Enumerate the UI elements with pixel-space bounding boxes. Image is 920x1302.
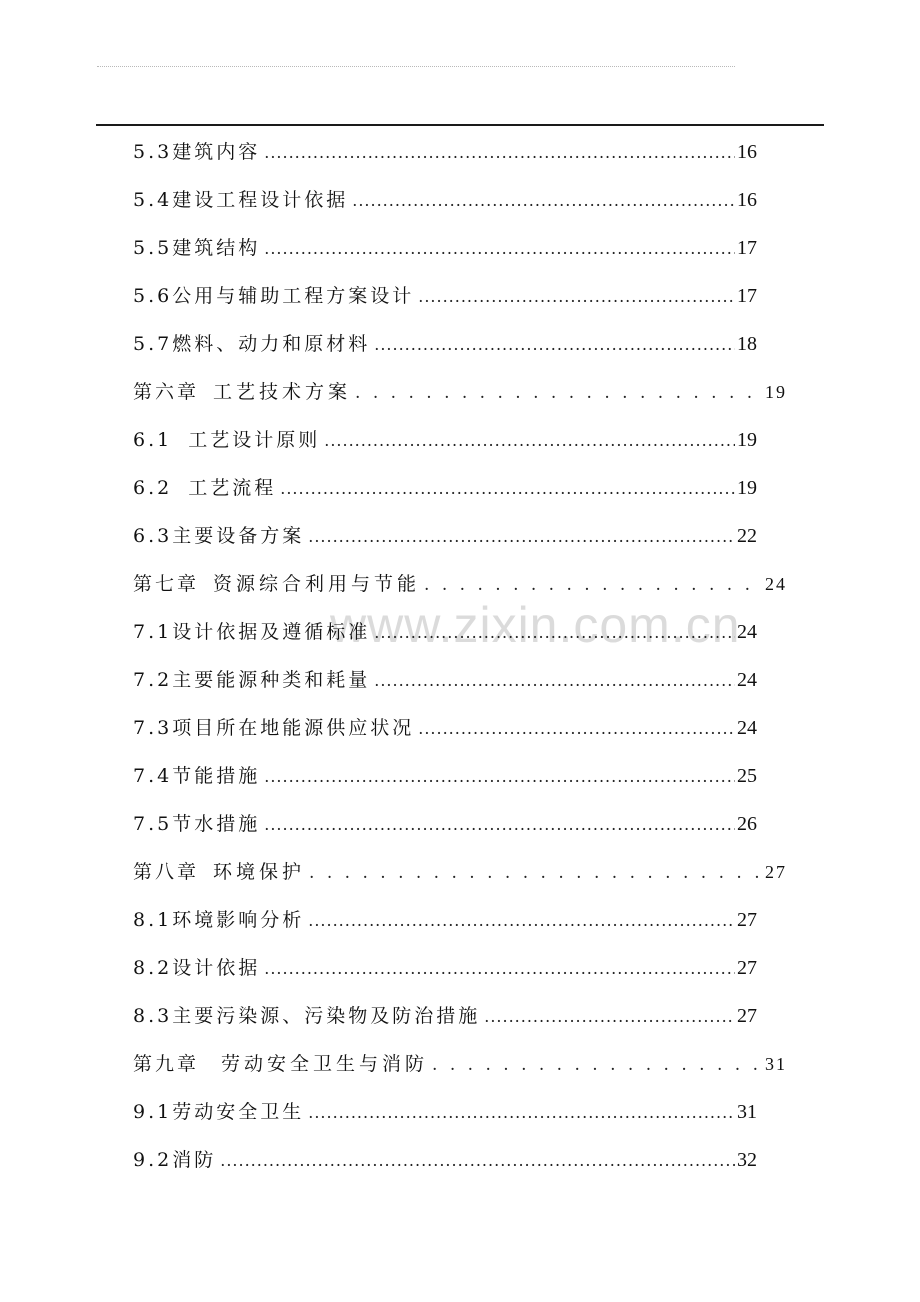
toc-entry-8-1[interactable] — [133, 906, 757, 934]
toc-entry-5-7[interactable] — [133, 330, 757, 358]
toc-entry-page: 32 — [737, 1149, 757, 1171]
watermark-text: www.zixin.com.cn — [330, 597, 741, 653]
toc-chapter-title: 环境保护 — [213, 861, 306, 883]
toc-chapter-page: 31 — [765, 1054, 787, 1074]
toc-entry-title: 工艺流程 — [188, 477, 277, 499]
toc-entry-8-2[interactable] — [133, 954, 757, 982]
toc-entry-title: 劳动安全卫生 — [172, 1101, 305, 1123]
toc-entry-number: 5.4 — [133, 189, 173, 211]
toc-entry-title: 环境影响分析 — [172, 909, 305, 931]
toc-entry-number: 8.3 — [133, 1005, 173, 1027]
toc-entry-9-2[interactable] — [133, 1146, 757, 1174]
toc-entry-7-3[interactable] — [133, 714, 757, 742]
toc-entry-page: 19 — [737, 477, 757, 499]
toc-entry-7-1[interactable] — [133, 618, 757, 646]
toc-entry-number: 8.1 — [133, 909, 173, 931]
toc-entry-number: 5.6 — [133, 285, 173, 307]
toc-dot-leader — [484, 1002, 735, 1031]
toc-entry-page: 22 — [737, 525, 757, 547]
toc-chapter-title: 工艺技术方案 — [213, 381, 352, 403]
toc-entry-page: 27 — [737, 957, 757, 979]
toc-entry-number: 6.2 — [133, 477, 173, 499]
toc-dot-leader — [352, 186, 735, 215]
toc-entry-6-2[interactable] — [133, 474, 757, 502]
toc-entry-title: 设计依据 — [172, 957, 261, 979]
toc-dot-leader — [264, 810, 735, 839]
toc-chapter-6[interactable] — [133, 378, 787, 406]
toc-entry-title: 建筑结构 — [172, 237, 261, 259]
toc-entry-page: 27 — [737, 909, 757, 931]
toc-entry-page: 27 — [737, 1005, 757, 1027]
toc-chapter-number: 第七章 — [133, 573, 200, 595]
toc-dot-leader — [264, 762, 735, 791]
toc-dot-leader — [418, 282, 735, 311]
toc-entry-6-1[interactable] — [133, 426, 757, 454]
toc-entry-5-4[interactable] — [133, 186, 757, 214]
toc-dot-leader — [324, 426, 735, 455]
toc-entry-7-4[interactable] — [133, 762, 757, 790]
toc-entry-number: 5.3 — [133, 141, 173, 163]
toc-chapter-title: 劳动安全卫生与消防 — [221, 1053, 429, 1075]
toc-entry-page: 24 — [737, 621, 757, 643]
toc-chapter-7[interactable] — [133, 570, 787, 598]
toc-entry-5-5[interactable] — [133, 234, 757, 262]
toc-dot-leader — [264, 954, 735, 983]
toc-entry-5-6[interactable] — [133, 282, 757, 310]
toc-chapter-9[interactable] — [133, 1050, 787, 1078]
toc-entry-number: 6.3 — [133, 525, 173, 547]
toc-chapter-page: 24 — [765, 574, 787, 594]
toc-entry-number: 7.3 — [133, 717, 173, 739]
toc-entry-title: 节能措施 — [172, 765, 261, 787]
toc-entry-number: 7.1 — [133, 621, 173, 643]
toc-entry-title: 主要污染源、污染物及防治措施 — [172, 1005, 481, 1027]
toc-dot-leader — [355, 378, 763, 407]
toc-entry-6-3[interactable] — [133, 522, 757, 550]
toc-chapter-number: 第八章 — [133, 861, 200, 883]
toc-dot-leader — [264, 138, 735, 167]
toc-dot-leader — [264, 234, 735, 263]
toc-chapter-page: 27 — [765, 862, 787, 882]
toc-entry-page: 16 — [737, 189, 757, 211]
toc-entry-number: 5.5 — [133, 237, 173, 259]
toc-entry-number: 5.7 — [133, 333, 173, 355]
toc-chapter-8[interactable] — [133, 858, 787, 886]
toc-entry-page: 17 — [737, 237, 757, 259]
toc-entry-title: 节水措施 — [172, 813, 261, 835]
toc-entry-title: 主要能源种类和耗量 — [172, 669, 371, 691]
toc-entry-page: 17 — [737, 285, 757, 307]
toc-dot-leader — [309, 858, 763, 887]
toc-entry-number: 7.2 — [133, 669, 173, 691]
toc-entry-number: 7.5 — [133, 813, 173, 835]
toc-dot-leader — [220, 1146, 735, 1175]
toc-entry-title: 建设工程设计依据 — [172, 189, 349, 211]
toc-dot-leader — [280, 474, 735, 503]
toc-entry-title: 燃料、动力和原材料 — [172, 333, 371, 355]
toc-entry-number: 8.2 — [133, 957, 173, 979]
toc-dot-leader — [374, 618, 735, 647]
toc-dot-leader — [418, 714, 735, 743]
toc-entry-page: 24 — [737, 717, 757, 739]
toc-entry-title: 工艺设计原则 — [188, 429, 321, 451]
toc-entry-number: 6.1 — [133, 429, 173, 451]
toc-dot-leader — [432, 1050, 763, 1079]
toc-entry-7-5[interactable] — [133, 810, 757, 838]
toc-entry-number: 7.4 — [133, 765, 173, 787]
toc-entry-5-3[interactable] — [133, 138, 757, 166]
toc-chapter-number: 第六章 — [133, 381, 200, 403]
toc-chapter-page: 19 — [765, 382, 787, 402]
toc-entry-title: 建筑内容 — [172, 141, 261, 163]
toc-dot-leader — [308, 906, 735, 935]
toc-entry-9-1[interactable] — [133, 1098, 757, 1126]
toc-entry-number: 9.1 — [133, 1101, 173, 1123]
toc-entry-page: 31 — [737, 1101, 757, 1123]
toc-entry-title: 项目所在地能源供应状况 — [172, 717, 415, 739]
toc-entry-title: 设计依据及遵循标准 — [172, 621, 371, 643]
toc-entry-page: 24 — [737, 669, 757, 691]
toc-dot-leader — [308, 522, 735, 551]
toc-dot-leader — [308, 1098, 735, 1127]
toc-entry-7-2[interactable] — [133, 666, 757, 694]
toc-dot-leader — [374, 666, 735, 695]
toc-entry-title: 公用与辅助工程方案设计 — [172, 285, 415, 307]
toc-entry-title: 消防 — [172, 1149, 217, 1171]
toc-entry-page: 19 — [737, 429, 757, 451]
toc-entry-title: 主要设备方案 — [172, 525, 305, 547]
toc-chapter-title: 资源综合利用与节能 — [213, 573, 421, 595]
toc-dot-leader — [424, 570, 763, 599]
toc-entry-page: 25 — [737, 765, 757, 787]
toc-entry-8-3[interactable] — [133, 1002, 757, 1030]
toc-entry-page: 26 — [737, 813, 757, 835]
toc-dot-leader — [374, 330, 735, 359]
toc-chapter-number: 第九章 — [133, 1053, 200, 1075]
toc-entry-number: 9.2 — [133, 1149, 173, 1171]
toc-entry-page: 18 — [737, 333, 757, 355]
toc-entry-page: 16 — [737, 141, 757, 163]
